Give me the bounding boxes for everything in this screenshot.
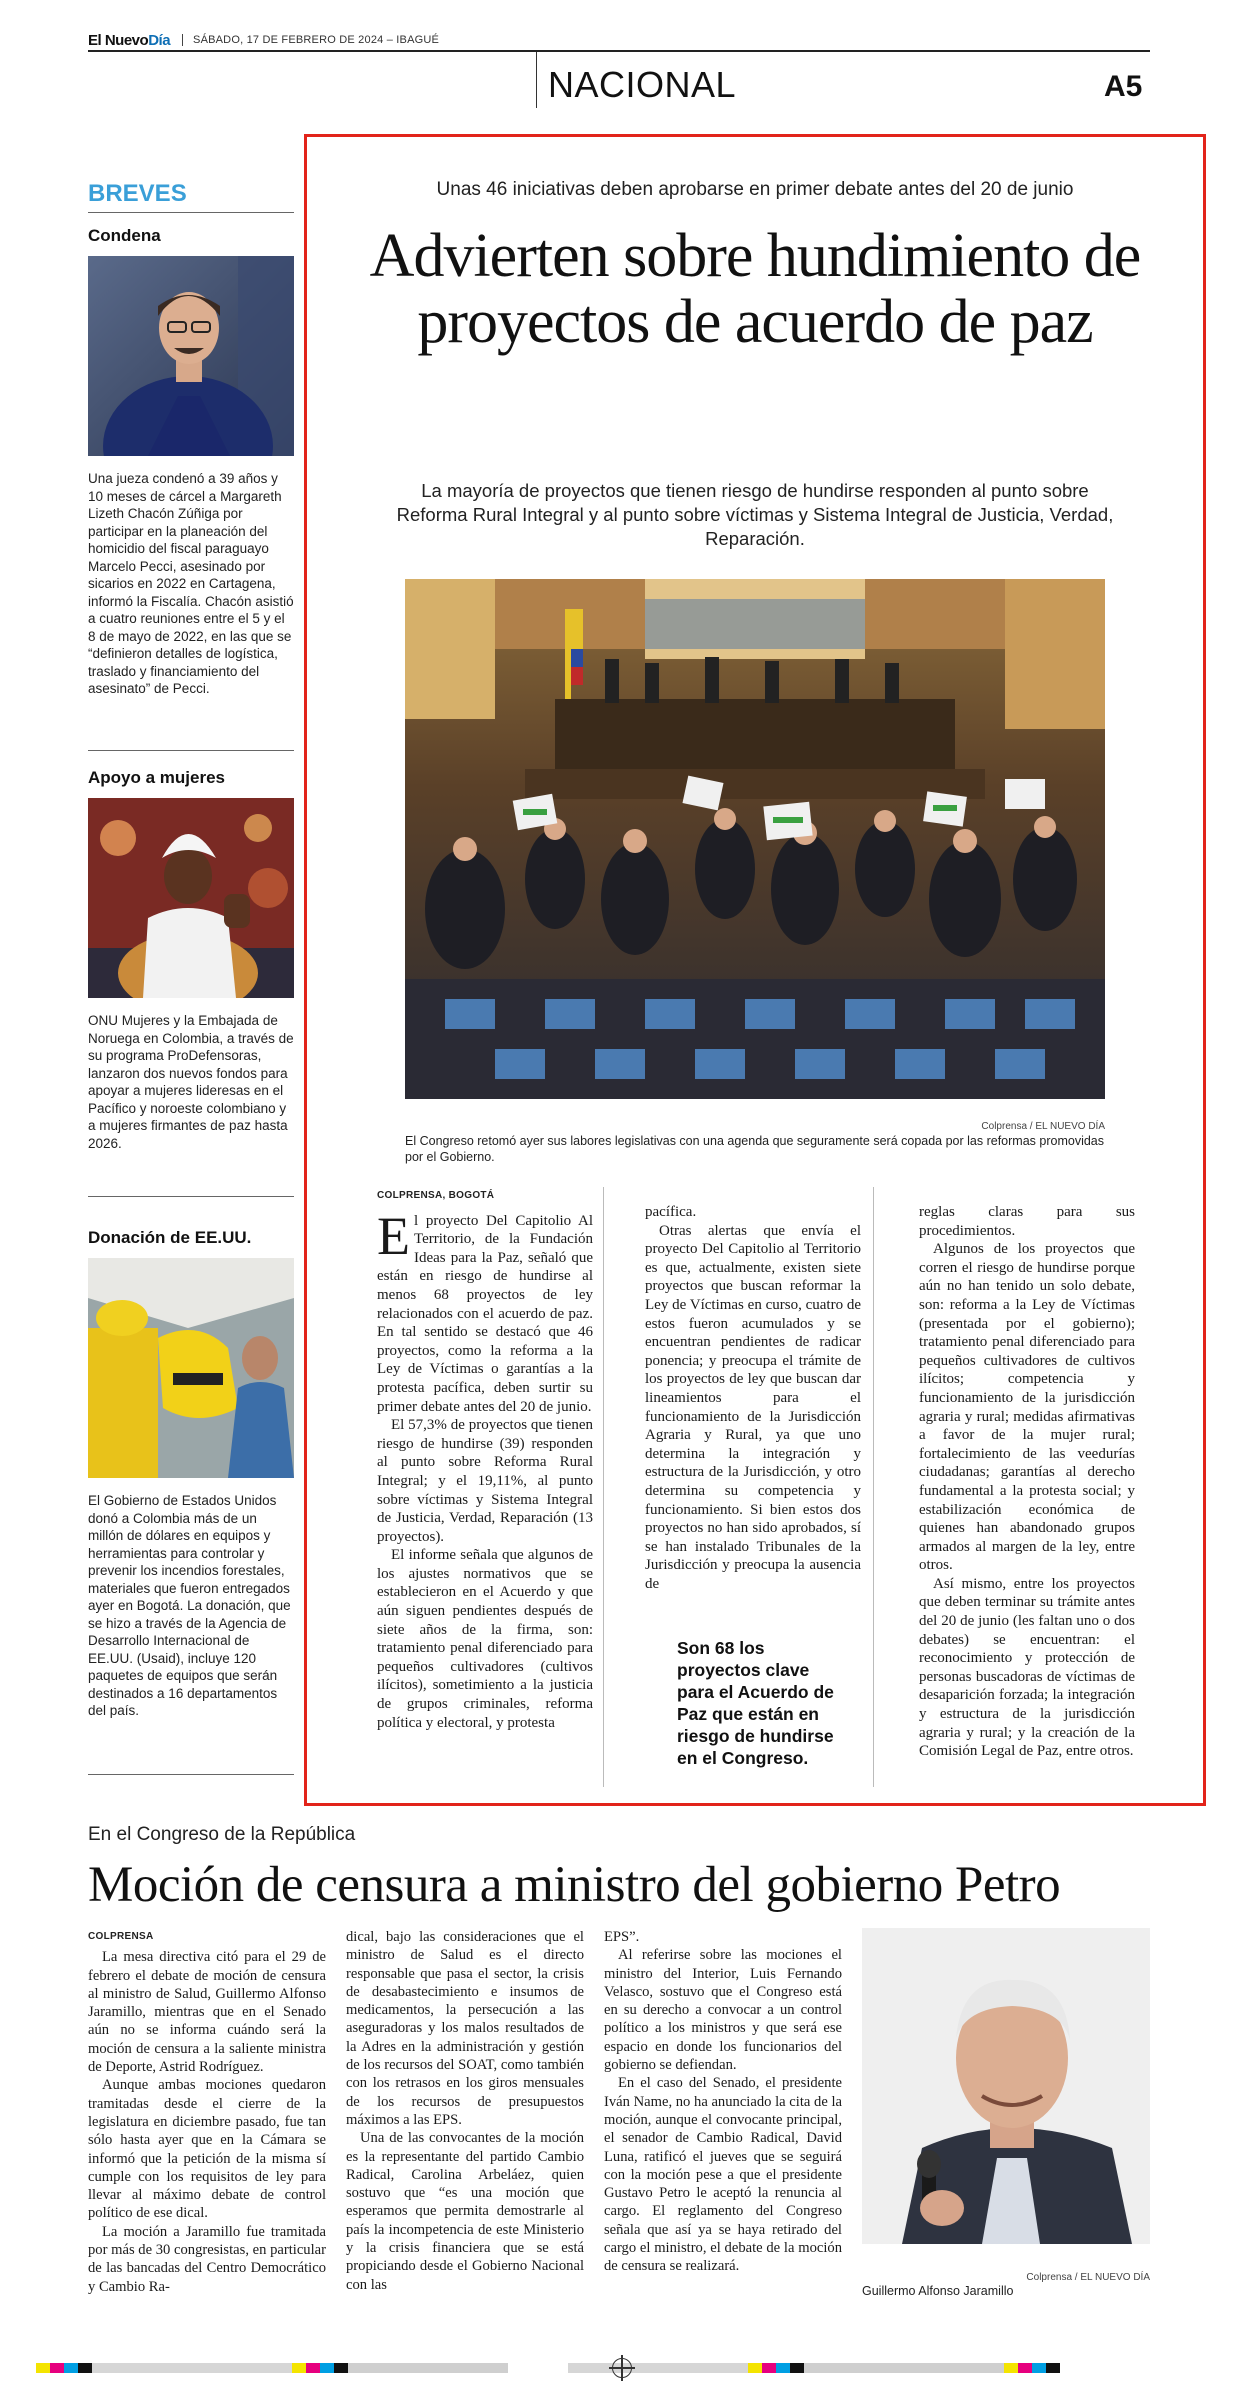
second-article-column-1: [88, 1928, 326, 2296]
paragraph: Otras alertas que envía el proyecto Del Capitolio al Territorio es que, actualmente, existen siete proyectos que buscan reformar la Ley de Víctimas en curso, cuatro de estos fueron acumulados y se encuentran pendientes de radicar ponencia; y preocupa el trámite de los proyectos de ley que buscan dar lineamientos para el funcionamiento de la Jurisdicción Agraria y Rural, ya que uno determina la integración y estructura de la Jurisdicción, y otro determina su competencia y funcionamiento. Si bien estos dos proyectos no han sido aprobados, sí se han instalado Tribunales de la Jurisdicción y preocupa la ausencia de: [645, 1222, 861, 1592]
second-article-headline[interactable]: Moción de censura a ministro del gobierno Petro: [88, 1857, 1061, 1913]
article-column-2: [645, 1203, 861, 1593]
dateline: SÁBADO, 17 DE FEBRERO DE 2024 – IBAGUÉ: [182, 34, 439, 46]
paragraph: Una de las convocantes de la moción es la representante del partido Cambio Radical, Carolina Arbeláez, quien sostuvo que “es una moción que esperamos que permita demostrarle al país la incompetencia de este Ministerio y la crisis financiera que se está propiciando desde el Gobierno Nacional con las: [346, 2130, 584, 2293]
second-article-kicker: En el Congreso de la República: [88, 1824, 356, 1845]
brief-photo-apoyo: [88, 798, 294, 998]
second-article-column-2: [346, 1928, 584, 2294]
main-article: [304, 134, 1206, 1806]
photo-caption: El Congreso retomó ayer sus labores legislativas con una agenda que seguramente será copada por las reformas promovidas por el Gobierno.: [405, 1134, 1104, 1164]
brief-text: Una jueza condenó a 39 años y 10 meses de cárcel a Margareth Lizeth Chacón Zúñiga por participar en la planeación del homicidio del fiscal paraguayo Marcelo Pecci, asesinado por sicarios en 2022 en Cartagena, informó la Fiscalía. Chacón asistió a cuatro reuniones entre el 5 y el 8 de mayo de 2022, en las que se “definieron detalles de logística, traslado y financiamiento del asesinato” de Pecci.: [88, 471, 294, 696]
congress-photo: [405, 579, 1105, 1099]
drop-cap: E: [377, 1205, 410, 1266]
brief-divider: [88, 1774, 294, 1775]
photo-credit: Colprensa / EL NUEVO DÍA: [1026, 2272, 1150, 2283]
paragraph: El 57,3% de proyectos que tienen riesgo de hundirse (39) responden al punto sobre Reforma Rural Integral; y el 19,11%, al punto sobre víctimas y Sistema Integral de Justicia, Verdad, Reparación (13 proyectos).: [377, 1417, 593, 1545]
article-column-3: [919, 1203, 1135, 1761]
brief-photo-donacion: [88, 1258, 294, 1478]
paragraph: EPS”.: [604, 1929, 640, 1945]
photo-caption: Guillermo Alfonso Jaramillo: [862, 2284, 1014, 2298]
woman-speaker-image: [88, 798, 294, 998]
brief-text: El Gobierno de Estados Unidos donó a Colombia más de un millón de dólares en equipos y herramientas para controlar y prevenir los incendios forestales, materiales que fueron entregados ayer en Bogotá. La donación, que se hizo a través de la Agencia de Desarrollo Internacional de EE.UU. (Usaid), incluye 120 paquetes de equipos que serán destinados a 16 departamentos del país.: [88, 1493, 291, 1718]
article-headline[interactable]: Advierten sobre hundimiento de proyectos de acuerdo de paz: [369, 222, 1141, 356]
byline: COLPRENSA: [88, 1931, 154, 1942]
paragraph: l proyecto Del Capitolio Al Territorio, de la Fundación Ideas para la Paz, señaló que están en riesgo de hundirse al menos 68 proyectos de ley relacionados con el acuerdo de paz. En tal sentido se destacó que 46 proyectos, como la reforma a la Ley de Víctimas o garantías a la protesta pacífica, deben surtir su primer debate antes del 20 de junio.: [377, 1212, 593, 1415]
minister-portrait-image: [862, 1928, 1150, 2244]
second-article-column-3: [604, 1928, 842, 2276]
brief-divider: [88, 1196, 294, 1197]
paragraph: Así mismo, entre los proyectos que deben terminar su trámite antes del 20 de junio (les faltan uno o dos debates) se encuentran: el reconocimiento y protección de personas buscadoras de víctimas de desaparición forzada; la integración y estructura de la jurisdicción agraria y rural; y la creación de la Comisión Legal de Paz, entre otros.: [919, 1575, 1135, 1760]
firefighters-equipment-image: [88, 1258, 294, 1478]
byline: COLPRENSA, BOGOTÁ: [377, 1190, 495, 1201]
breves-heading: BREVES: [88, 180, 294, 213]
paragraph: El informe señala que algunos de los ajustes normativos que se establecieron en el Acuerdo y que aún siguen pendientes después de siete años de la firma, son: tratamiento penal diferenciado para pequeños cultivadores (cultivos ilícitos), sometimiento a la justicia de grupos criminales, reforma política y electoral, y protesta: [377, 1547, 593, 1731]
brief-divider: [88, 750, 294, 751]
brief-title: Condena: [88, 226, 161, 245]
page-number: A5: [1104, 70, 1143, 103]
brief-condena: [88, 226, 294, 698]
newspaper-logo[interactable]: El NuevoDía: [88, 31, 171, 49]
registration-mark: [612, 2358, 632, 2378]
paragraph: Algunos de los proyectos que corren el riesgo de hundirse porque aún no han tenido un solo debate, son: reforma a la Ley de Víctimas (presentada por el gobierno); tratamiento penal diferenciado para pequeños cultivadores de cultivos ilícitos; competencia y funcionamiento de la jurisdicción agraria y rural; medidas afirmativas a favor de la mujer rural; fortalecimiento de las veedurías ciudadanas; garantías al derecho fundamental a la protesta social; y estabilización económica de quienes han abandonado grupos armados al margen de la ley, entre otros.: [919, 1241, 1135, 1574]
brief-photo-condena: [88, 256, 294, 456]
article-kicker: Unas 46 iniciativas deben aprobarse en primer debate antes del 20 de junio: [436, 179, 1074, 200]
brief-title: Donación de EE.UU.: [88, 1228, 252, 1247]
column-divider: [603, 1187, 604, 1787]
paragraph: En el caso del Senado, el presidente Iván Name, no ha anunciado la cita de la moción, aunque el convocante principal, el senador de Cambio Radical, David Luna, ratificó el jueves que se seguirá con la moción pese a que el presidente Gustavo Petro le aceptó la renuncia al cargo. El reglamento del Congreso señala que así ya se haya retirado del cargo el ministro, el debate de la moción de censura se realizará.: [604, 2075, 842, 2275]
masthead: [88, 30, 1150, 52]
photo-credit: Colprensa / EL NUEVO DÍA: [981, 1121, 1105, 1132]
congress-session-image: [405, 579, 1105, 1099]
brief-title: Apoyo a mujeres: [88, 768, 225, 787]
paragraph: reglas claras para sus procedimientos.: [919, 1204, 1135, 1239]
paragraph: La mesa directiva citó para el 29 de febrero el debate de moción de censura al ministro de Salud, Guillermo Alfonso Jaramillo, mientras que en el Senado aún no se informa cuándo será la moción de censura a la saliente ministra de Deporte, Astrid Rodríguez.: [88, 1949, 326, 2076]
brief-apoyo-mujeres: [88, 768, 294, 1152]
paragraph: dical, bajo las consideraciones que el ministro de Salud es el directo responsable que pasa el sector, la crisis de desabastecimiento e insumos de medicamentos, la persecución a las aseguradoras y los malos resultados de la Adres en la administración y gestión de los recursos del SOAT, como también con los retrasos en los giros mensuales de los recursos de presupuestos máximos a las EPS.: [346, 1929, 584, 2128]
breves-sidebar: [88, 180, 294, 1780]
column-divider: [873, 1187, 874, 1787]
paragraph: Al referirse sobre las mociones el ministro del Interior, Luis Fernando Velasco, sostuvo que el Congreso está en su derecho a convocar a un control político a los ministros y que será ese espacio en donde los funcionarios del gobierno se defiendan.: [604, 1947, 842, 2074]
paragraph: Aunque ambas mociones quedaron tramitadas desde el cierre de la legislatura en diciembre pasado, fue tan sólo hasta ayer que en la Cámara se informó que la petición de la misma sí cumple con los requisitos de ley para llevar al máximo debate de control político de ese dical.: [88, 2077, 326, 2222]
man-portrait-image: [88, 256, 294, 456]
article-column-1: [377, 1187, 593, 1732]
minister-photo: [862, 1928, 1150, 2244]
section-divider: [536, 52, 537, 108]
brief-text: ONU Mujeres y la Embajada de Noruega en Colombia, a través de su programa ProDefensoras, lanzaron dos nuevos fondos para apoyar a mujeres lideresas en el Pacífico y noroeste colombiano y a mujeres firmantes de paz hasta 2026.: [88, 1013, 294, 1151]
paragraph: La moción a Jaramillo fue tramitada por más de 30 congresistas, en particular de las bancadas del Centro Democrático y Cambio Ra-: [88, 2223, 326, 2295]
pull-quote: Son 68 los proyectos clave para el Acuerdo de Paz que están en riesgo de hundirse en el Congreso.: [677, 1638, 834, 1768]
article-subtitle: La mayoría de proyectos que tienen riesgo de hundirse responden al punto sobre Reforma Rural Integral y al punto sobre víctimas y Sistema Integral de Justicia, Verdad, Reparación.: [396, 480, 1114, 549]
paragraph: pacífica.: [645, 1204, 697, 1220]
brief-donacion: [88, 1228, 294, 1720]
section-title: NACIONAL: [548, 64, 737, 105]
